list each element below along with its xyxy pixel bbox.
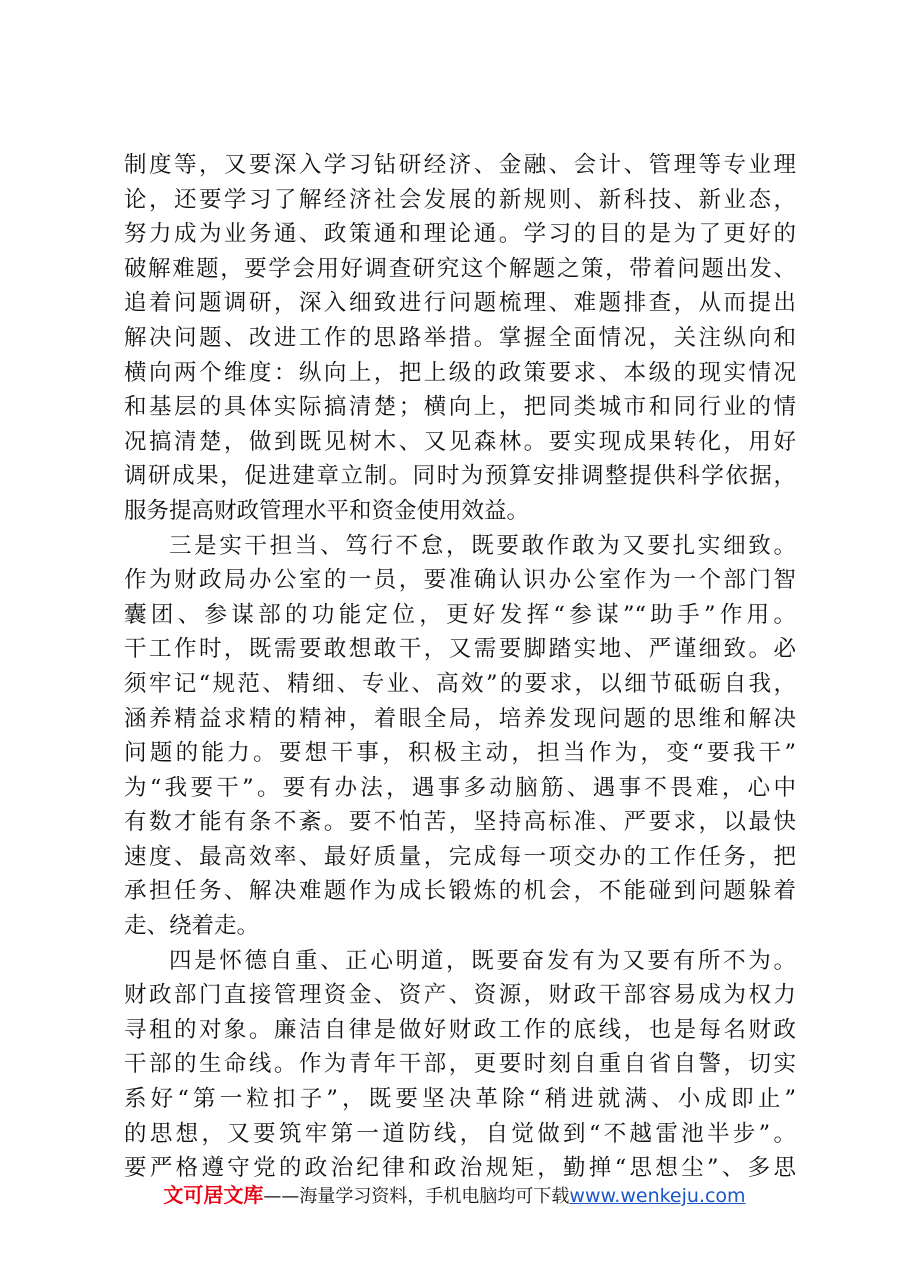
text-line: 调研成果，促进建章立制。同时为预算安排调整提供科学依据，	[124, 463, 796, 490]
text-line: 系好“第一粒扣子”，既要坚决革除“稍进就满、小成即止”	[124, 1086, 796, 1113]
text-line: 作为财政局办公室的一员，要准确认识办公室作为一个部门智	[124, 567, 796, 594]
text-line: 速度、最高效率、最好质量，完成每一项交办的工作任务，把	[124, 843, 796, 870]
text-line: 追着问题调研，深入细致进行问题梳理、难题排查，从而提出	[124, 290, 796, 317]
footer-brand: 文可居文库	[163, 1183, 264, 1207]
text-line: 寻租的对象。廉洁自律是做好财政工作的底线，也是每名财政	[124, 1016, 796, 1043]
text-line: 破解难题，要学会用好调查研究这个解题之策，带着问题出发、	[124, 255, 796, 282]
text-line: 和基层的具体实际搞清楚；横向上，把同类城市和同行业的情	[124, 394, 796, 421]
text-line: 努力成为业务通、政策通和理论通。学习的目的是为了更好的	[124, 221, 796, 248]
text-line: 三是实干担当、笃行不怠，既要敢作敢为又要扎实细致。	[169, 532, 796, 559]
text-line: 的思想，又要筑牢第一道防线，自觉做到“不越雷池半步”。	[124, 1120, 796, 1147]
text-line: 干工作时，既需要敢想敢干，又需要脚踏实地、严谨细致。必	[124, 636, 796, 663]
text-line: 服务提高财政管理水平和资金使用效益。	[124, 497, 530, 524]
text-line: 解决问题、改进工作的思路举措。掌握全面情况，关注纵向和	[124, 324, 796, 351]
footer-banner	[0, 1180, 909, 1212]
text-line: 况搞清楚，做到既见树木、又见森林。要实现成果转化，用好	[124, 428, 796, 455]
text-line: 要严格遵守党的政治纪律和政治规矩，勤掸“思想尘”、多思	[124, 1155, 796, 1182]
body-text	[124, 148, 796, 1186]
text-line: 干部的生命线。作为青年干部，更要时刻自重自省自警，切实	[124, 1051, 796, 1078]
text-line: 横向两个维度：纵向上，把上级的政策要求、本级的现实情况	[124, 359, 796, 386]
footer-slogan: ——海量学习资料，手机电脑均可下载	[263, 1186, 570, 1207]
text-line: 四是怀德自重、正心明道，既要奋发有为又要有所不为。	[169, 947, 796, 974]
text-line: 囊团、参谋部的功能定位，更好发挥“参谋”“助手”作用。	[124, 601, 796, 628]
text-line: 有数才能有条不紊。要不怕苦，坚持高标准、严要求，以最快	[124, 809, 796, 836]
text-line: 须牢记“规范、精细、专业、高效”的要求，以细节砥砺自我，	[124, 670, 796, 697]
text-line: 论，还要学习了解经济社会发展的新规则、新科技、新业态，	[124, 186, 796, 213]
text-line: 问题的能力。要想干事，积极主动，担当作为，变“要我干”	[124, 740, 796, 767]
text-line: 走、绕着走。	[124, 913, 260, 940]
text-line: 涵养精益求精的精神，着眼全局，培养发现问题的思维和解决	[124, 705, 796, 732]
text-line: 制度等，又要深入学习钻研经济、金融、会计、管理等专业理	[124, 152, 796, 178]
footer-site-link[interactable]: www.wenkeju.com	[569, 1185, 746, 1207]
text-line: 承担任务、解决难题作为成长锻炼的机会，不能碰到问题躲着	[124, 878, 796, 905]
text-line: 财政部门直接管理资金、资产、资源，财政干部容易成为权力	[124, 982, 796, 1009]
text-line: 为“我要干”。要有办法，遇事多动脑筋、遇事不畏难，心中	[124, 774, 796, 801]
